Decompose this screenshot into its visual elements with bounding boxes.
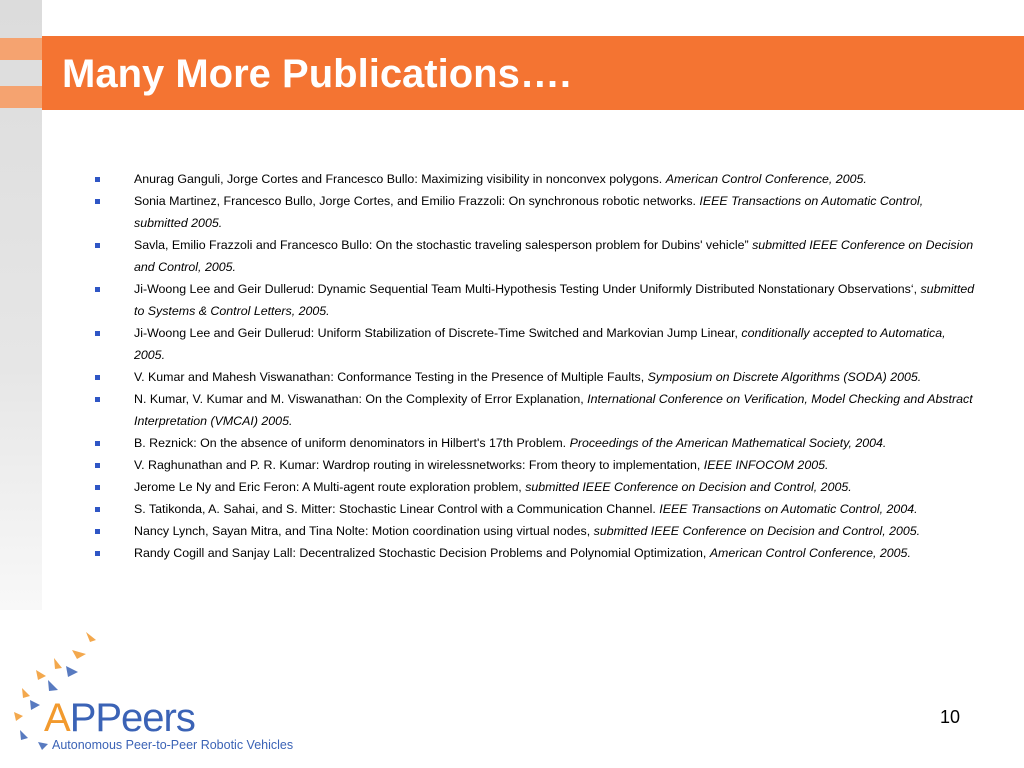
logo-letter-a: A bbox=[44, 696, 70, 740]
publication-authors: Jerome Le Ny and Eric Feron bbox=[134, 480, 296, 494]
logo-name-rest: PPeers bbox=[69, 696, 195, 740]
publication-authors: Ji-Woong Lee and Geir Dullerud bbox=[134, 326, 311, 340]
publication-title: : Wardrop routing in wirelessnetworks: From theory to implementation, bbox=[315, 458, 704, 472]
publication-item bbox=[95, 234, 975, 278]
logo-tagline: Autonomous Peer-to-Peer Robotic Vehicles bbox=[52, 738, 294, 752]
publication-item bbox=[95, 168, 975, 190]
square-bullet-icon bbox=[95, 397, 100, 402]
publication-title: : On synchronous robotic networks. bbox=[501, 194, 700, 208]
publication-title: : Stochastic Linear Control with a Communication Channel. bbox=[332, 502, 660, 516]
publication-item bbox=[95, 278, 975, 322]
publication-venue: Symposium on Discrete Algorithms (SODA) 2005. bbox=[647, 370, 922, 384]
publication-item bbox=[95, 520, 975, 542]
square-bullet-icon bbox=[95, 485, 100, 490]
publication-item bbox=[95, 432, 975, 454]
square-bullet-icon bbox=[95, 441, 100, 446]
publication-authors: B. Reznick bbox=[134, 436, 194, 450]
square-bullet-icon bbox=[95, 331, 100, 336]
square-bullet-icon bbox=[95, 463, 100, 468]
square-bullet-icon bbox=[95, 529, 100, 534]
publication-list bbox=[95, 168, 975, 564]
publication-title: : On the stochastic traveling salesperson problem for Dubins' vehicle” bbox=[368, 238, 753, 252]
publication-authors: Randy Cogill and Sanjay Lall bbox=[134, 546, 293, 560]
publication-title: : Dynamic Sequential Team Multi-Hypothesis Testing Under Uniformly Distributed Nonstationary Observations‘, bbox=[310, 282, 921, 296]
publication-authors: Nancy Lynch, Sayan Mitra, and Tina Nolte bbox=[134, 524, 365, 538]
publication-item bbox=[95, 542, 975, 564]
page-number: 10 bbox=[940, 707, 961, 727]
publication-title: : Conformance Testing in the Presence of Multiple Faults, bbox=[330, 370, 648, 384]
publication-venue: IEEE INFOCOM 2005. bbox=[703, 458, 829, 472]
publication-title: : On the absence of uniform denominators in Hilbert's 17th Problem. bbox=[193, 436, 570, 450]
square-bullet-icon bbox=[95, 199, 100, 204]
publication-authors: V. Raghunathan and P. R. Kumar bbox=[134, 458, 316, 472]
slide-title: Many More Publications…. bbox=[62, 52, 571, 96]
square-bullet-icon bbox=[95, 507, 100, 512]
square-bullet-icon bbox=[95, 375, 100, 380]
publication-item bbox=[95, 322, 975, 366]
publication-authors: N. Kumar, V. Kumar and M. Viswanathan bbox=[134, 392, 359, 406]
publication-title: : On the Complexity of Error Explanation, bbox=[358, 392, 588, 406]
publication-authors: Savla, Emilio Frazzoli and Francesco Bullo bbox=[134, 238, 369, 252]
publication-venue: International Conference on Verification, Model Checking and Abstract Interpretation (VMCAI) 2005. bbox=[134, 392, 973, 428]
publication-venue: IEEE Transactions on Automatic Control, submitted 2005. bbox=[134, 194, 924, 230]
publication-title: : A Multi-agent route exploration problem, bbox=[295, 480, 526, 494]
publication-venue: American Control Conference, 2005. bbox=[709, 546, 911, 560]
square-bullet-icon bbox=[95, 243, 100, 248]
publication-title: : Maximizing visibility in nonconvex polygons. bbox=[414, 172, 666, 186]
publication-venue: Proceedings of the American Mathematical Society, 2004. bbox=[569, 436, 887, 450]
publication-item bbox=[95, 190, 975, 234]
publication-item bbox=[95, 366, 975, 388]
publication-venue: conditionally accepted to Automatica, 2005. bbox=[134, 326, 946, 362]
publication-item bbox=[95, 498, 975, 520]
publication-authors: V. Kumar and Mahesh Viswanathan bbox=[134, 370, 331, 384]
publication-title: : Decentralized Stochastic Decision Problems and Polynomial Optimization, bbox=[292, 546, 710, 560]
publication-venue: submitted IEEE Conference on Decision and Control, 2005. bbox=[134, 238, 974, 274]
publication-venue: submitted IEEE Conference on Decision and Control, 2005. bbox=[593, 524, 921, 538]
left-accent-bar bbox=[0, 38, 42, 60]
publication-authors: Anurag Ganguli, Jorge Cortes and Francesco Bullo bbox=[134, 172, 415, 186]
publication-venue: submitted IEEE Conference on Decision and Control, 2005. bbox=[525, 480, 852, 494]
publication-authors: Sonia Martinez, Francesco Bullo, Jorge Cortes, and Emilio Frazzoli bbox=[134, 194, 502, 208]
left-accent-bar bbox=[0, 86, 42, 108]
publication-title: : Motion coordination using virtual nodes, bbox=[364, 524, 594, 538]
publication-venue: submitted to Systems & Control Letters, 2005. bbox=[134, 282, 975, 318]
publication-venue: American Control Conference, 2005. bbox=[665, 172, 867, 186]
publication-authors: Ji-Woong Lee and Geir Dullerud bbox=[134, 282, 311, 296]
publication-title: : Uniform Stabilization of Discrete-Time Switched and Markovian Jump Linear, bbox=[310, 326, 742, 340]
publication-venue: IEEE Transactions on Automatic Control, 2004. bbox=[659, 502, 918, 516]
square-bullet-icon bbox=[95, 551, 100, 556]
publication-item bbox=[95, 454, 975, 476]
square-bullet-icon bbox=[95, 177, 100, 182]
publication-item bbox=[95, 388, 975, 432]
logo-wordmark bbox=[44, 698, 195, 738]
publication-authors: S. Tatikonda, A. Sahai, and S. Mitter bbox=[134, 502, 333, 516]
square-bullet-icon bbox=[95, 287, 100, 292]
publication-item bbox=[95, 476, 975, 498]
